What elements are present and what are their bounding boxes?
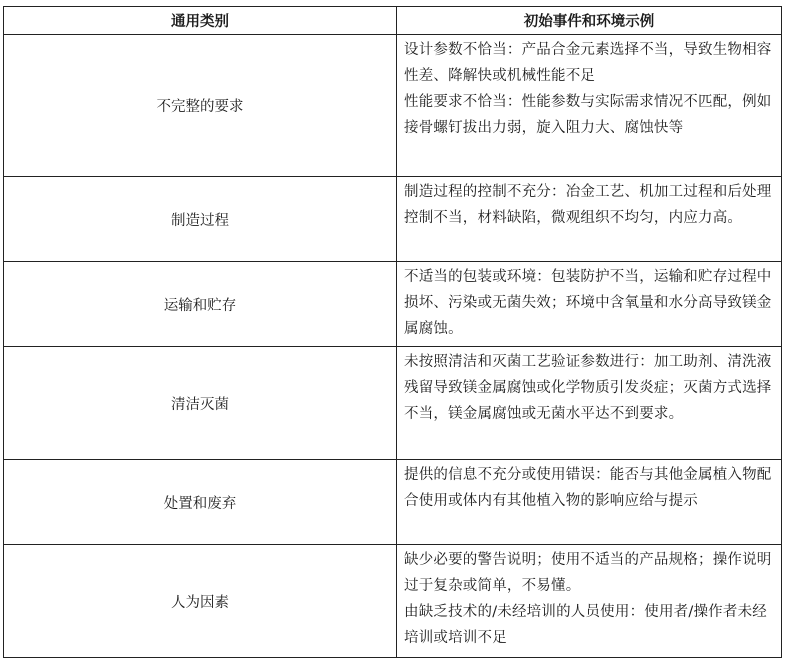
example-text: 设计参数不恰当：产品合金元素选择不当，导致生物相容性差、降解快或机械性能不足 [404,42,772,84]
row-category: 处置和废弃 [4,460,397,545]
row-examples [397,35,782,177]
row-examples [397,545,782,658]
row-examples [397,460,782,545]
example-text: 未按照清洁和灭菌工艺验证参数进行：加工助剂、清洗液残留导致镁金属腐蚀或化学物质引发炎症；灭菌方式选择不当，镁金属腐蚀或无菌水平达不到要求。 [404,354,772,422]
example-text: 不适当的包装或环境：包装防护不当，运输和贮存过程中损坏、污染或无菌失效；环境中含氧量和水分高导致镁金属腐蚀。 [404,269,772,337]
hazard-table [3,6,782,658]
table-row [4,35,782,177]
example-text: 由缺乏技术的/未经培训的人员使用：使用者/操作者未经培训或培训不足 [404,604,767,646]
hazard-table-container [3,6,782,658]
header-category: 通用类别 [4,7,397,35]
row-category: 制造过程 [4,177,397,262]
table-row [4,262,782,347]
example-text: 制造过程的控制不充分：冶金工艺、机加工过程和后处理控制不当，材料缺陷，微观组织不均匀，内应力高。 [404,184,772,226]
example-text: 性能要求不恰当：性能参数与实际需求情况不匹配，例如接骨螺钉拔出力弱，旋入阻力大、腐蚀快等 [404,94,772,136]
header-examples: 初始事件和环境示例 [397,7,782,35]
table-row [4,347,782,460]
table-row [4,545,782,658]
table-header-row [4,7,782,35]
row-category: 人为因素 [4,545,397,658]
row-examples [397,177,782,262]
example-text: 缺少必要的警告说明；使用不适当的产品规格；操作说明过于复杂或简单，不易懂。 [404,552,772,594]
row-category: 运输和贮存 [4,262,397,347]
row-examples [397,262,782,347]
row-examples [397,347,782,460]
example-text: 提供的信息不充分或使用错误：能否与其他金属植入物配合使用或体内有其他植入物的影响应给与提示 [404,467,772,509]
table-row [4,177,782,262]
table-row [4,460,782,545]
row-category: 不完整的要求 [4,35,397,177]
row-category: 清洁灭菌 [4,347,397,460]
